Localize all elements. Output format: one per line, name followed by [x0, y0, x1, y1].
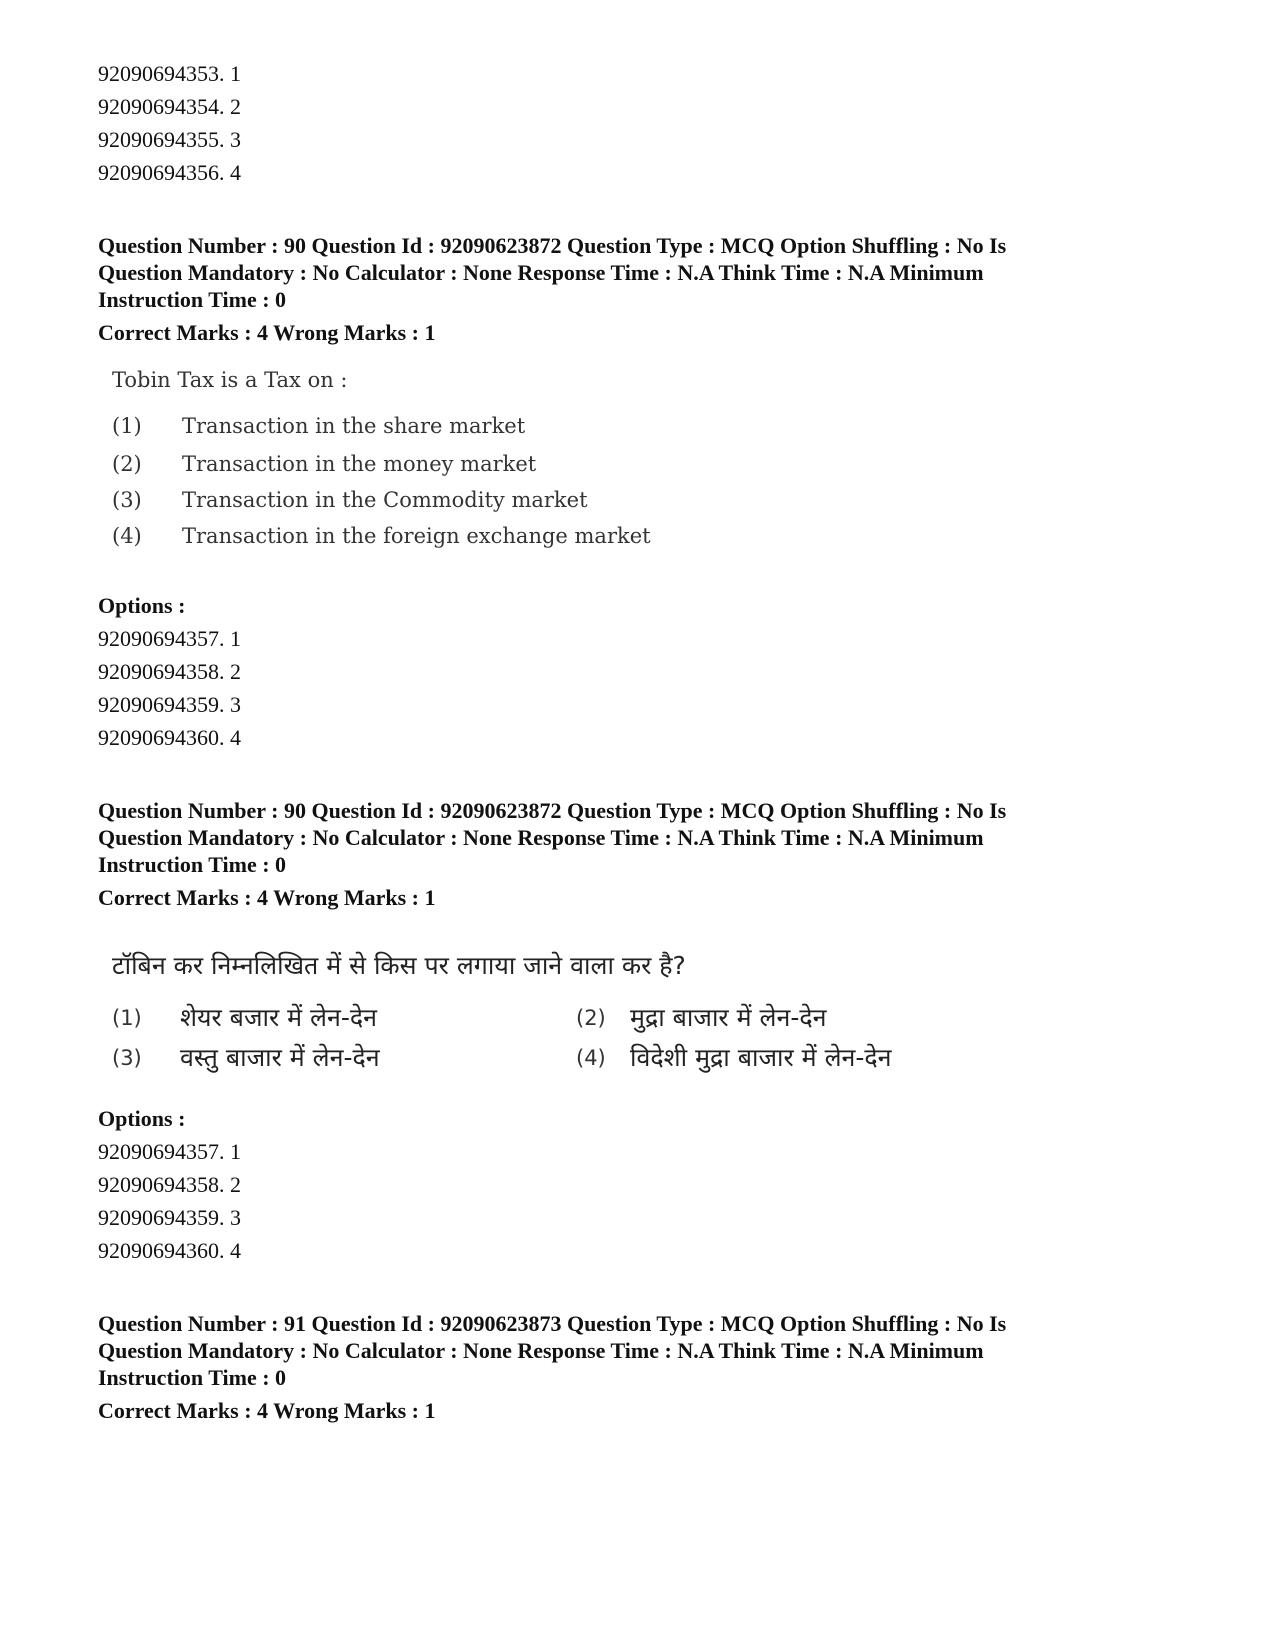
choice-text: मुद्रा बाजार में लेन-देन — [630, 1003, 827, 1032]
choice-number: (2) — [576, 1006, 606, 1030]
question-image-hindi — [112, 948, 932, 1078]
choice-text: Transaction in the Commodity market — [182, 488, 588, 512]
choice-text: वस्तु बाजार में लेन-देन — [180, 1043, 380, 1072]
option-item: 92090694359. 3 — [98, 1205, 241, 1230]
question-stem: टॉबिन कर निम्नलिखित में से किस पर लगाया जाने वाला कर है? — [112, 951, 686, 980]
question-stem: Tobin Tax is a Tax on : — [112, 368, 348, 392]
question-header: Question Mandatory : No Calculator : None Response Time : N.A Think Time : N.A Minimum — [98, 825, 984, 850]
question-header: Question Mandatory : No Calculator : None Response Time : N.A Think Time : N.A Minimum — [98, 260, 984, 285]
choice-text: शेयर बजार में लेन-देन — [180, 1003, 378, 1032]
question-header: Question Mandatory : No Calculator : None Response Time : N.A Think Time : N.A Minimum — [98, 1338, 984, 1363]
choice-text: Transaction in the share market — [182, 414, 526, 438]
choice-number: (3) — [112, 1046, 142, 1070]
options-label: Options : — [98, 593, 186, 618]
option-item: 92090694358. 2 — [98, 1172, 241, 1197]
choice-number: (4) — [112, 524, 142, 548]
marks-line: Correct Marks : 4 Wrong Marks : 1 — [98, 885, 436, 910]
question-header: Question Number : 91 Question Id : 92090623873 Question Type : MCQ Option Shuffling : No Is — [98, 1311, 1007, 1336]
options-label: Options : — [98, 1106, 186, 1131]
option-item: 92090694359. 3 — [98, 692, 241, 717]
choice-number: (1) — [112, 1006, 142, 1030]
marks-line: Correct Marks : 4 Wrong Marks : 1 — [98, 320, 436, 345]
option-item: 92090694357. 1 — [98, 626, 241, 651]
option-item: 92090694360. 4 — [98, 1238, 241, 1263]
question-image-english — [112, 368, 672, 568]
option-item: 92090694355. 3 — [98, 127, 241, 152]
choice-number: (1) — [112, 414, 142, 438]
question-header: Instruction Time : 0 — [98, 287, 287, 312]
choice-text: विदेशी मुद्रा बाजार में लेन-देन — [630, 1043, 892, 1072]
marks-line: Correct Marks : 4 Wrong Marks : 1 — [98, 1398, 436, 1423]
choice-number: (2) — [112, 452, 142, 476]
option-item: 92090694358. 2 — [98, 659, 241, 684]
option-item: 92090694353. 1 — [98, 61, 241, 86]
question-header: Instruction Time : 0 — [98, 852, 287, 877]
option-item: 92090694356. 4 — [98, 160, 241, 185]
choice-number: (3) — [112, 488, 142, 512]
choice-text: Transaction in the foreign exchange market — [182, 524, 651, 548]
question-header: Question Number : 90 Question Id : 92090623872 Question Type : MCQ Option Shuffling : No Is — [98, 798, 1007, 823]
option-item: 92090694357. 1 — [98, 1139, 241, 1164]
choice-number: (4) — [576, 1046, 606, 1070]
question-header: Question Number : 90 Question Id : 92090623872 Question Type : MCQ Option Shuffling : No Is — [98, 233, 1007, 258]
option-item: 92090694360. 4 — [98, 725, 241, 750]
question-header: Instruction Time : 0 — [98, 1365, 287, 1390]
option-item: 92090694354. 2 — [98, 94, 241, 119]
choice-text: Transaction in the money market — [182, 452, 537, 476]
